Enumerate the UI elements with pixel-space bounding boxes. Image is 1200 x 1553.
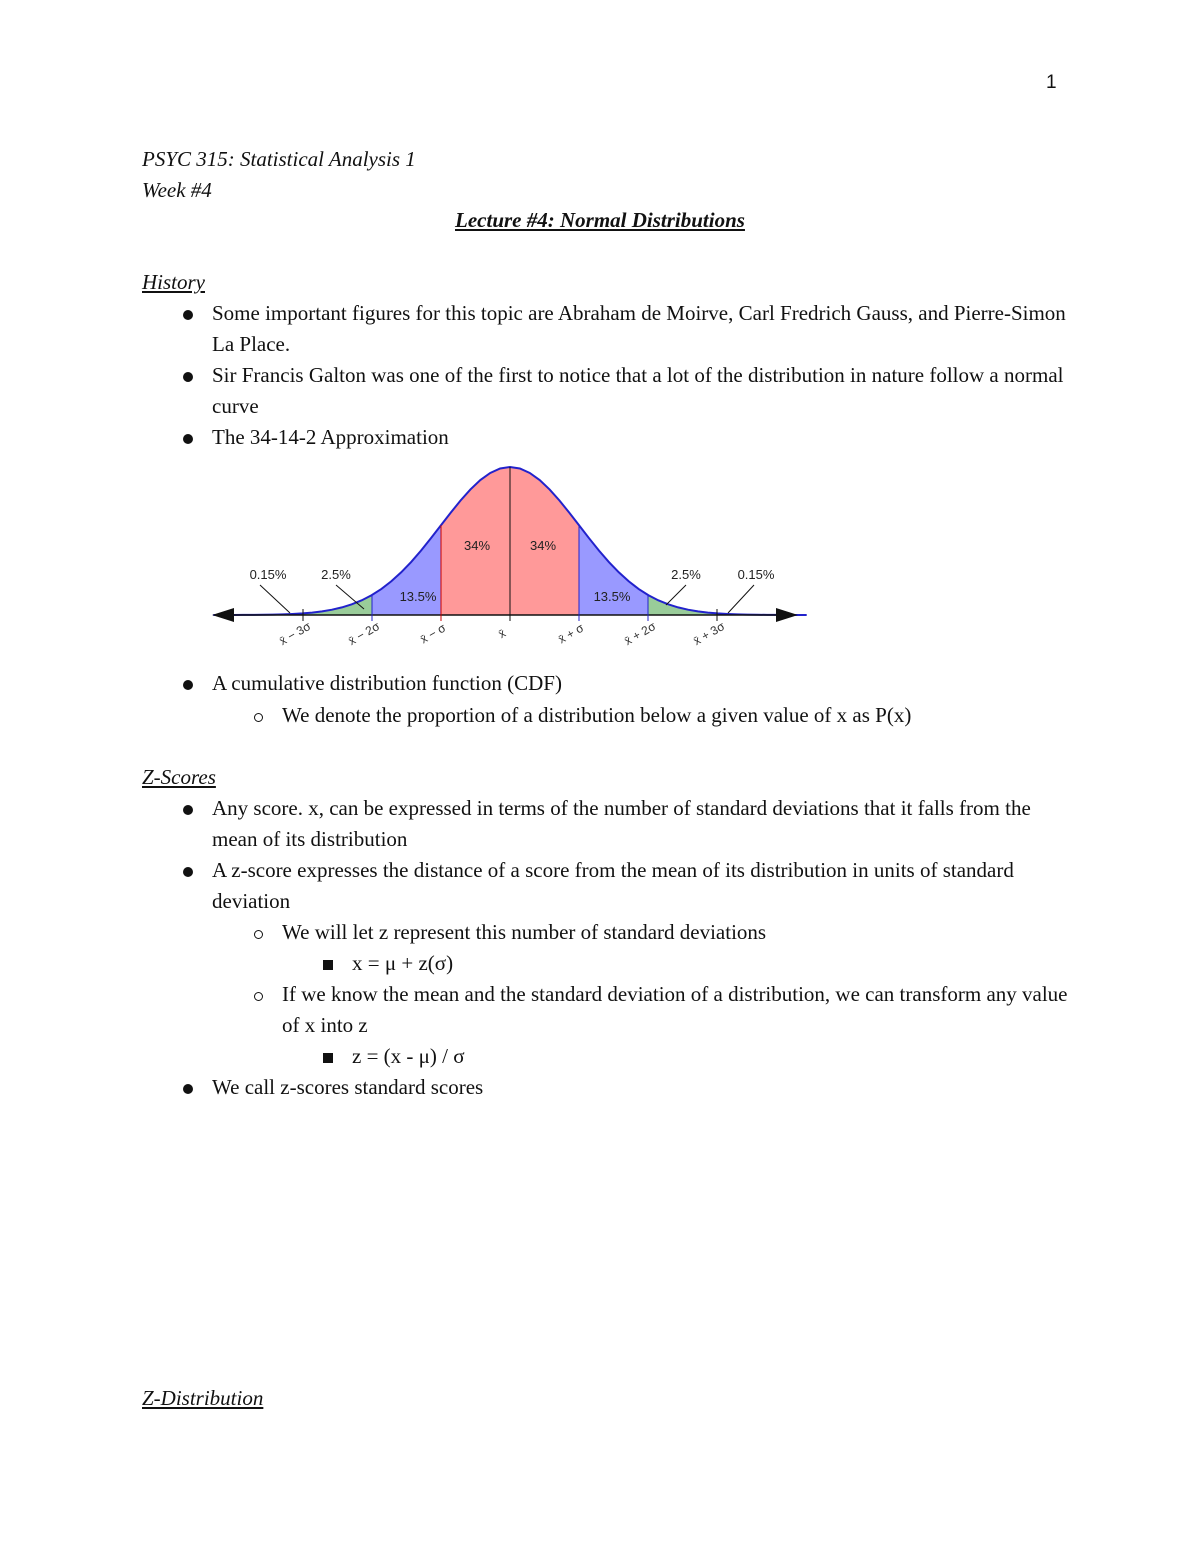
bullet-circle-icon <box>254 992 263 1001</box>
history-heading: History <box>142 270 205 294</box>
label-left-two-sigma: 2.5% <box>321 567 351 582</box>
callout-line-right-2 <box>666 585 686 605</box>
bullet-dot-icon <box>183 867 193 877</box>
bullet-dot-icon <box>183 680 193 690</box>
bullet-dot-icon <box>183 372 193 382</box>
bullet-square-icon <box>323 1053 333 1063</box>
list-item: A z-score expresses the distance of a score from the mean of its distribution in units of standard deviation <box>212 855 1072 917</box>
bullet-circle-icon <box>254 930 263 939</box>
bullet-circle-icon <box>254 713 263 722</box>
label-right-one-sigma: 13.5% <box>593 589 631 604</box>
axis-arrow-left-icon <box>212 608 234 622</box>
list-item: The 34-14-2 Approximation <box>212 422 1072 453</box>
normal-distribution-figure <box>212 455 812 665</box>
bullet-dot-icon <box>183 1084 193 1094</box>
bullet-square-icon <box>323 960 333 970</box>
formula-item: x = μ + z(σ) <box>352 948 1072 979</box>
formula-item: z = (x - μ) / σ <box>352 1041 1072 1072</box>
bullet-dot-icon <box>183 434 193 444</box>
callout-line-left-tail <box>260 585 290 613</box>
axis-tick-label: x̄ <box>495 625 509 642</box>
list-item: Sir Francis Galton was one of the first to notice that a lot of the distribution in nature follow a normal curve <box>212 360 1072 422</box>
zscores-heading: Z-Scores <box>142 765 216 789</box>
axis-tick-label: x̄ − 3σ <box>276 619 314 649</box>
week-label: Week #4 <box>142 178 212 202</box>
course-title: PSYC 315: Statistical Analysis 1 <box>142 147 416 171</box>
bullet-dot-icon <box>183 805 193 815</box>
axis-tick-label: x̄ − 2σ <box>345 619 383 649</box>
list-item: If we know the mean and the standard deviation of a distribution, we can transform any value of x into z <box>282 979 1072 1041</box>
bullet-dot-icon <box>183 310 193 320</box>
label-center-left: 34% <box>463 538 491 553</box>
label-left-one-sigma: 13.5% <box>399 589 437 604</box>
label-right-tail: 0.15% <box>737 567 775 582</box>
label-right-two-sigma: 2.5% <box>671 567 701 582</box>
zdistribution-heading: Z-Distribution <box>142 1386 264 1410</box>
list-item: We denote the proportion of a distribution below a given value of x as P(x) <box>282 700 1072 731</box>
axis-tick-label: x̄ + σ <box>555 620 587 647</box>
label-left-tail: 0.15% <box>249 567 287 582</box>
list-item: We call z-scores standard scores <box>212 1072 1072 1103</box>
axis-tick-label: x̄ + 2σ <box>621 619 659 649</box>
page-number: 1 <box>1046 72 1057 93</box>
axis-tick-label: x̄ + 3σ <box>690 619 728 649</box>
axis-tick-label: x̄ − σ <box>417 620 449 647</box>
callout-line-right-tail <box>728 585 754 613</box>
axis-arrow-right-icon <box>776 608 798 622</box>
label-center-right: 34% <box>529 538 557 553</box>
list-item: We will let z represent this number of standard deviations <box>282 917 1072 948</box>
list-item: Some important figures for this topic are Abraham de Moirve, Carl Fredrich Gauss, and Pierre-Simon La Place. <box>212 298 1072 360</box>
list-item: Any score. x, can be expressed in terms of the number of standard deviations that it falls from the mean of its distribution <box>212 793 1072 855</box>
lecture-title: Lecture #4: Normal Distributions <box>455 208 745 232</box>
list-item: A cumulative distribution function (CDF) <box>212 668 1072 699</box>
axis-tick-labels <box>277 619 728 648</box>
